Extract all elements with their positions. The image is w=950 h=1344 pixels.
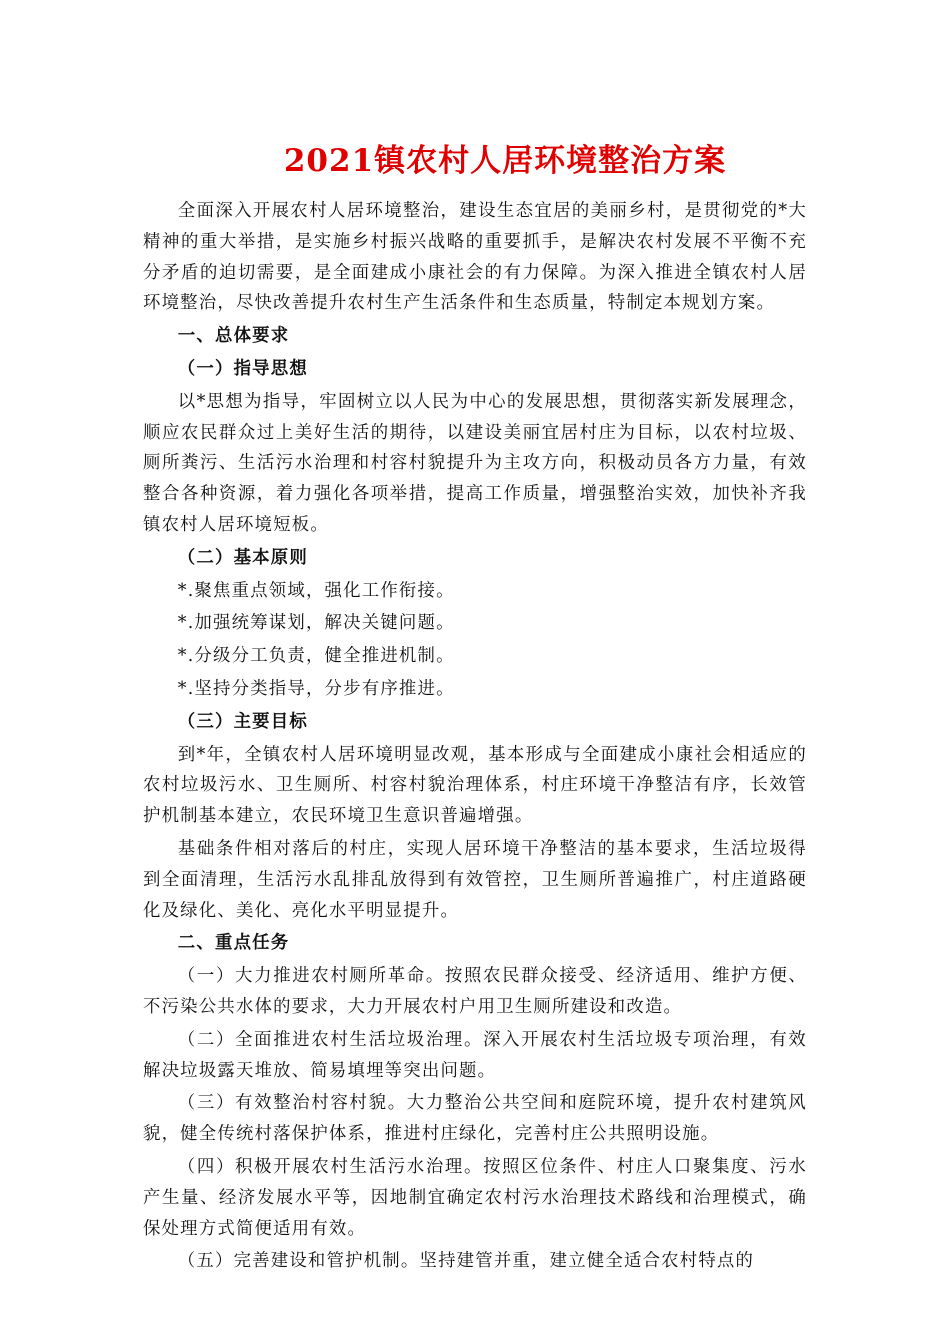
principle-item: *.坚持分类指导，分步有序推进。: [177, 678, 455, 699]
section-heading-overall-requirements: 一、总体要求: [177, 326, 290, 347]
main-goals-paragraph-2: 基础条件相对落后的村庄，实现人居环境干净整洁的基本要求，生活垃圾得到全面清理，生活污水乱排乱放得到有效管控，卫生厕所普遍推广，村庄道路硬化及绿化、美化、亮化水平明显提升。: [143, 838, 807, 921]
intro-paragraph: 全面深入开展农村人居环境整治，建设生态宜居的美丽乡村，是贯彻党的*大精神的重大举措，是实施乡村振兴战略的重要抓手，是解决农村发展不平衡不充分矛盾的迫切需要，是全面建成小康社会的有力保障。为深入推进全镇农村人居环境整治，尽快改善提升农村生产生活条件和生态质量，特制定本规划方案。: [143, 201, 807, 314]
document-body: [143, 138, 807, 1279]
task-paragraph: （五）完善建设和管护机制。坚持建管并重，建立健全适合农村特点的: [177, 1251, 755, 1272]
principle-item: *.分级分工负责，健全推进机制。: [177, 646, 455, 667]
task-paragraph: （一）大力推进农村厕所革命。按照农民群众接受、经济适用、维护方便、不污染公共水体的要求，大力开展农村户用卫生厕所建设和改造。: [143, 966, 807, 1017]
subheading-basic-principles: （二）基本原则: [177, 547, 308, 568]
task-paragraph: （二）全面推进农村生活垃圾治理。深入开展农村生活垃圾专项治理，有效解决垃圾露天堆放、简易填埋等突出问题。: [143, 1029, 807, 1081]
subheading-main-goals: （三）主要目标: [177, 711, 308, 732]
task-paragraph: （三）有效整治村容村貌。大力整治公共空间和庭院环境，提升农村建筑风貌，健全传统村落保护体系，推进村庄绿化，完善村庄公共照明设施。: [143, 1093, 807, 1145]
document-title: 2021镇农村人居环境整治方案: [283, 143, 727, 179]
principle-item: *.加强统筹谋划，解决关键问题。: [177, 613, 455, 634]
main-goals-paragraph-1: 到*年，全镇农村人居环境明显改观，基本形成与全面建成小康社会相适应的农村垃圾污水、卫生厕所、村容村貌治理体系，村庄环境干净整洁有序，长效管护机制基本建立，农民环境卫生意识普遍增强。: [143, 744, 807, 827]
principle-item: *.聚焦重点领域，强化工作衔接。: [177, 580, 455, 601]
guiding-ideology-paragraph: 以*思想为指导，牢固树立以人民为中心的发展思想，贯彻落实新发展理念，顺应农民群众过上美好生活的期待，以建设美丽宜居村庄为目标，以农村垃圾、厕所粪污、生活污水治理和村容村貌提升为主攻方向，积极动员各方力量，有效整合各种资源，着力强化各项举措，提高工作质量，增强整治实效，加快补齐我镇农村人居环境短板。: [143, 391, 807, 535]
section-heading-key-tasks: 二、重点任务: [177, 933, 290, 954]
task-paragraph: （四）积极开展农村生活污水治理。按照区位条件、村庄人口聚集度、污水产生量、经济发展水平等，因地制宜确定农村污水治理技术路线和治理模式，确保处理方式简便适用有效。: [143, 1156, 807, 1239]
subheading-guiding-ideology: （一）指导思想: [177, 358, 308, 379]
